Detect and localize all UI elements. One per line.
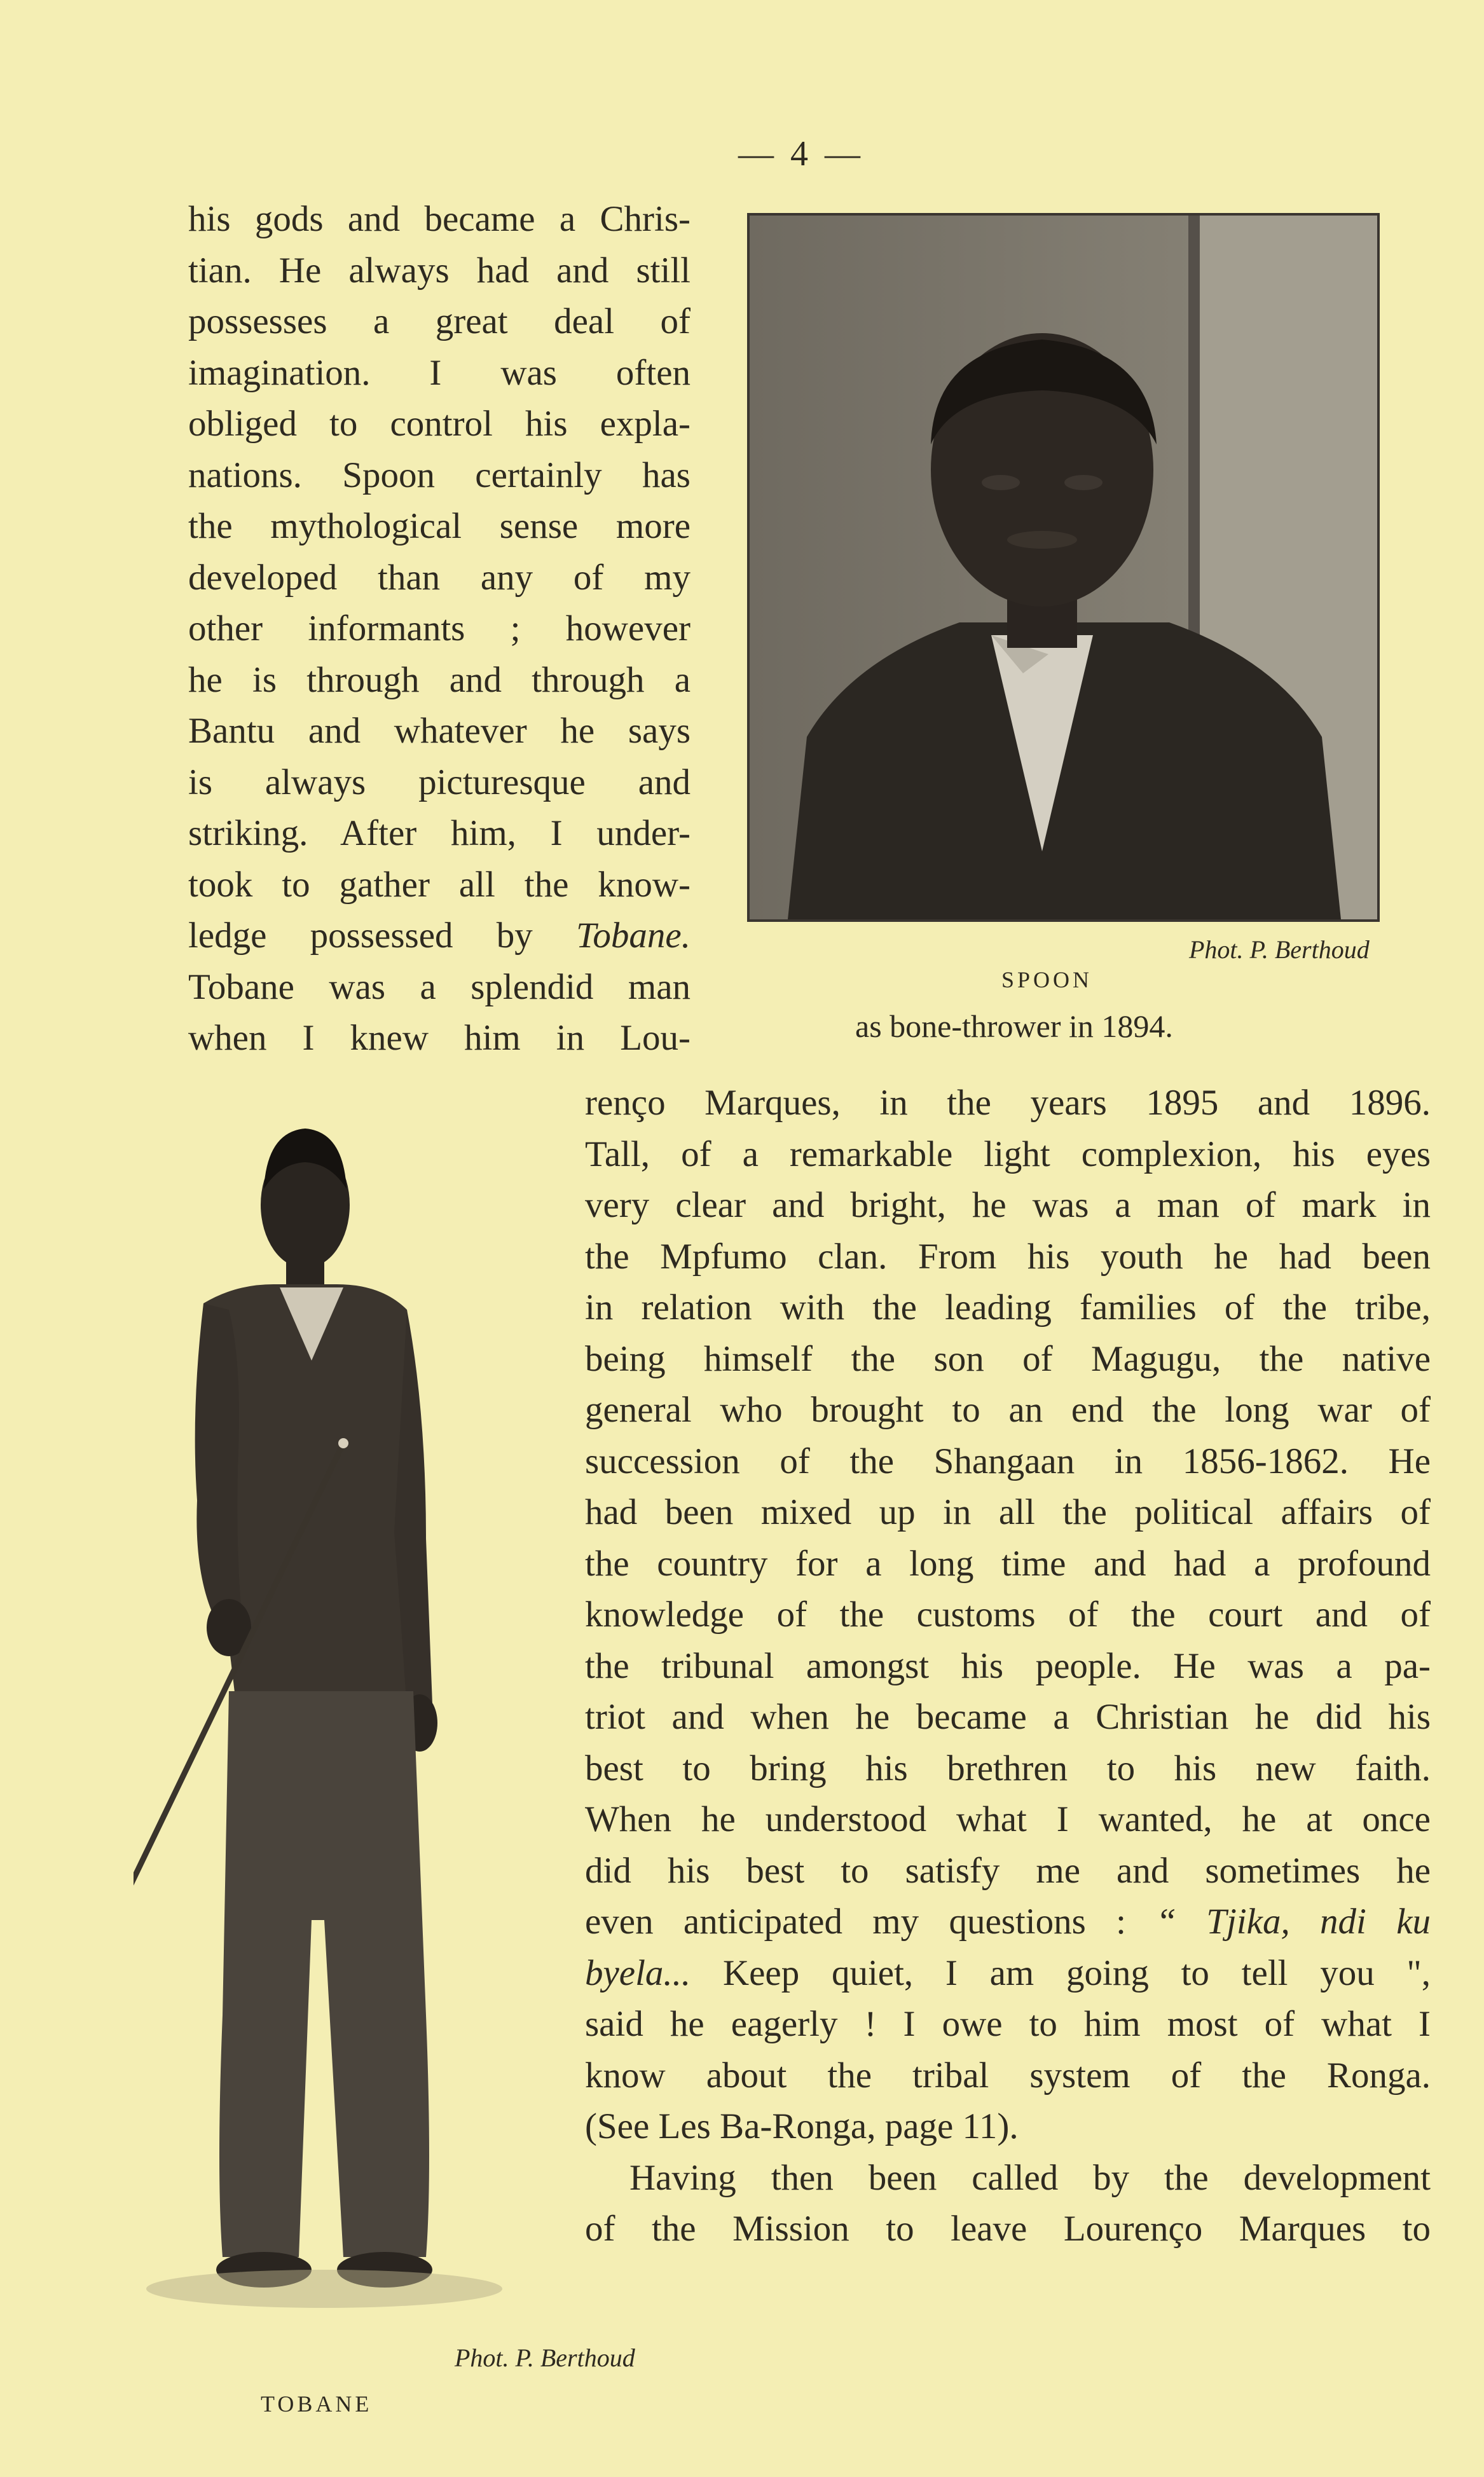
text-line: other informants ; however [188,608,690,648]
text-line: renço Marques, in the years 1895 and 1896. [585,1083,1431,1123]
text-line: being himself the son of Magugu, the native [585,1338,1431,1379]
text-line: Tobane was a splendid man [188,966,690,1007]
text-line: succession of the Shangaan in 1856-1862. He [585,1441,1431,1481]
text-line: (See Les Ba-Ronga, page 11). [585,2106,1019,2146]
top-text-column [188,194,690,1064]
text-line: knowledge of the customs of the court and of [585,1595,1431,1635]
text-line: the Mpfumo clan. From his youth he had been [585,1236,1431,1277]
text-line: very clear and bright, he was a man of mark in [585,1185,1431,1225]
main-text-column [585,1078,1431,2255]
text-line: the mythological sense more [188,506,690,546]
page-number: — 4 — [738,134,864,174]
text-line: the tribunal amongst his people. He was a pa- [585,1645,1431,1686]
text-line: did his best to satisfy me and sometimes he [585,1850,1431,1891]
text-line: of the Mission to leave Lourenço Marques to [585,2209,1431,2249]
text-fragment: Keep quiet, I am going to tell you ", [722,1952,1431,1993]
text-line: had been mixed up in all the political affairs of [585,1492,1431,1532]
text-line: nations. Spoon certainly has [188,455,690,495]
tobane-standing-photo [134,1094,528,2321]
text-line: in relation with the leading families of the tribe, [585,1287,1431,1328]
text-line: obliged to control his expla- [188,404,690,444]
text-line: possesses a great deal of [188,301,690,341]
text-line: best to bring his brethren to his new faith. [585,1748,1431,1788]
text-line: striking. After him, I under- [188,813,690,853]
text-fragment: even anticipated my questions : [585,1902,1126,1942]
text-line: developed than any of my [188,557,690,598]
italic-quote: “ Tjika, ndi ku [1156,1902,1431,1942]
tobane-photo-credit: Phot. P. Berthoud [455,2343,635,2372]
tobane-figure-image [134,1094,528,2321]
text-line: know about the tribal system of the Ronga. [585,2055,1431,2096]
spoon-photo-credit: Phot. P. Berthoud [1189,935,1370,964]
spoon-portrait-image [750,216,1377,919]
spoon-caption-name: SPOON [1001,967,1093,992]
text-line: imagination. I was often [188,352,690,393]
text-line: he is through and through a [188,659,690,700]
text-line: Tall, of a remarkable light complexion, his eyes [585,1134,1431,1174]
italic-name: Tobane. [575,916,690,956]
text-line: Having then been called by the development [629,2157,1431,2198]
spoon-caption-description: as bone-thrower in 1894. [855,1008,1173,1044]
text-line: tian. He always had and still [188,250,690,291]
text-line-with-name [188,910,690,962]
text-line: Bantu and whatever he says [188,711,690,751]
text-line: took to gather all the know- [188,864,690,905]
text-line: his gods and became a Chris- [188,199,690,239]
spoon-portrait-photo [747,213,1380,922]
text-fragment: ledge possessed by [188,916,533,956]
text-line: said he eagerly ! I owe to him most of what I [585,2004,1431,2044]
text-line: When he understood what I wanted, he at once [585,1799,1431,1839]
text-line-with-quote [585,1897,1431,1948]
text-line: general who brought to an end the long war of [585,1390,1431,1430]
text-line: the country for a long time and had a profound [585,1543,1431,1584]
text-line: is always picturesque and [188,762,690,802]
tobane-caption-name: TOBANE [261,2391,373,2417]
italic-quote: byela... [585,1952,691,1993]
text-line: triot and when he became a Christian he did his [585,1697,1431,1737]
text-line-with-quote [585,1948,1431,2000]
text-line: when I knew him in Lou- [188,1018,690,1058]
